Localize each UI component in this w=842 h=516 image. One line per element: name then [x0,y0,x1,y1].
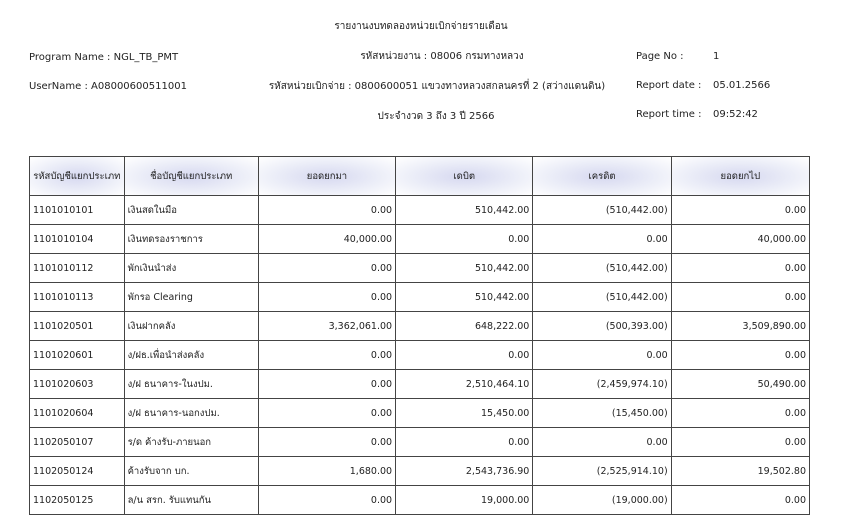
credit: (510,442.00) [533,283,671,312]
opening-balance: 0.00 [258,283,395,312]
debit: 0.00 [396,341,533,370]
opening-balance: 0.00 [258,486,395,515]
account-code: 1101010113 [30,283,125,312]
debit: 2,543,736.90 [396,457,533,486]
account-name: เงินทดรองราชการ [124,225,258,254]
account-code: 1101020603 [30,370,125,399]
table-row [30,370,810,399]
credit: (15,450.00) [533,399,671,428]
account-code: 1101020604 [30,399,125,428]
agency-code: รหัสหน่วยงาน : 08006 กรมทางหลวง [360,51,524,62]
account-code: 1101010104 [30,225,125,254]
table-row [30,457,810,486]
opening-balance: 0.00 [258,254,395,283]
opening-balance: 1,680.00 [258,457,395,486]
account-name: ค้างรับจาก บก. [124,457,258,486]
opening-balance: 3,362,061.00 [258,312,395,341]
account-code: 1101020601 [30,341,125,370]
opening-balance: 0.00 [258,196,395,225]
opening-balance: 40,000.00 [258,225,395,254]
table-row [30,341,810,370]
program-name: Program Name : NGL_TB_PMT [29,52,179,63]
debit: 0.00 [396,428,533,457]
closing-balance: 0.00 [671,196,809,225]
closing-balance: 0.00 [671,486,809,515]
header-account-name: ชื่อบัญชีแยกประเภท [124,157,258,196]
closing-balance: 19,502.80 [671,457,809,486]
opening-balance: 0.00 [258,370,395,399]
debit: 510,442.00 [396,196,533,225]
closing-balance: 0.00 [671,341,809,370]
disbursement-unit: รหัสหน่วยเบิกจ่าย : 0800600051 แขวงทางหลวงสกลนครที่ 2 (สว่างแดนดิน) [268,81,606,92]
account-code: 1102050107 [30,428,125,457]
table-row [30,399,810,428]
account-name: ร/ด ค้างรับ-ภายนอก [124,428,258,457]
header-opening-balance: ยอดยกมา [258,157,395,196]
account-code: 1101020501 [30,312,125,341]
credit: (2,459,974.10) [533,370,671,399]
report-date-value: 05.01.2566 [713,80,771,91]
debit: 19,000.00 [396,486,533,515]
credit: (2,525,914.10) [533,457,671,486]
header-account-code: รหัสบัญชีแยกประเภท [30,157,125,196]
header-debit: เดบิต [396,157,533,196]
account-name: ง/ฝ ธนาคาร-ในงปม. [124,370,258,399]
debit: 0.00 [396,225,533,254]
credit: (19,000.00) [533,486,671,515]
opening-balance: 0.00 [258,341,395,370]
account-name: พักเงินนำส่ง [124,254,258,283]
debit: 510,442.00 [396,283,533,312]
account-name: ล/น สรก. รับแทนกัน [124,486,258,515]
table-row [30,283,810,312]
account-name: ง/ฝ ธนาคาร-นอกงปม. [124,399,258,428]
table-row [30,312,810,341]
credit: (500,393.00) [533,312,671,341]
report-date-label: Report date : [636,80,702,91]
opening-balance: 0.00 [258,428,395,457]
closing-balance: 3,509,890.00 [671,312,809,341]
debit: 510,442.00 [396,254,533,283]
opening-balance: 0.00 [258,399,395,428]
account-name: เงินฝากคลัง [124,312,258,341]
credit: 0.00 [533,428,671,457]
report-title: รายงานงบทดลองหน่วยเบิกจ่ายรายเดือน [334,21,508,32]
account-code: 1102050125 [30,486,125,515]
closing-balance: 50,490.00 [671,370,809,399]
account-name: พักรอ Clearing [124,283,258,312]
debit: 2,510,464.10 [396,370,533,399]
debit: 15,450.00 [396,399,533,428]
page-no-value: 1 [713,51,720,62]
account-code: 1101010101 [30,196,125,225]
report-time-value: 09:52:42 [713,109,758,120]
account-name: เงินสดในมือ [124,196,258,225]
closing-balance: 0.00 [671,399,809,428]
account-code: 1102050124 [30,457,125,486]
closing-balance: 40,000.00 [671,225,809,254]
table-row [30,196,810,225]
table-row [30,225,810,254]
report-time-label: Report time : [636,109,702,120]
account-code: 1101010112 [30,254,125,283]
closing-balance: 0.00 [671,254,809,283]
username: UserName : A08000600511001 [29,81,187,92]
credit: (510,442.00) [533,196,671,225]
account-name: ง/ฝธ.เพื่อนำส่งคลัง [124,341,258,370]
table-row [30,428,810,457]
page-no-label: Page No : [636,51,684,62]
table-header-row [30,157,810,196]
report-period: ประจำงวด 3 ถึง 3 ปี 2566 [377,111,495,122]
credit: (510,442.00) [533,254,671,283]
credit: 0.00 [533,341,671,370]
header-credit: เครดิต [533,157,671,196]
closing-balance: 0.00 [671,428,809,457]
header-closing-balance: ยอดยกไป [671,157,809,196]
credit: 0.00 [533,225,671,254]
table-row [30,254,810,283]
debit: 648,222.00 [396,312,533,341]
closing-balance: 0.00 [671,283,809,312]
table-row [30,486,810,515]
trial-balance-table [29,156,810,515]
